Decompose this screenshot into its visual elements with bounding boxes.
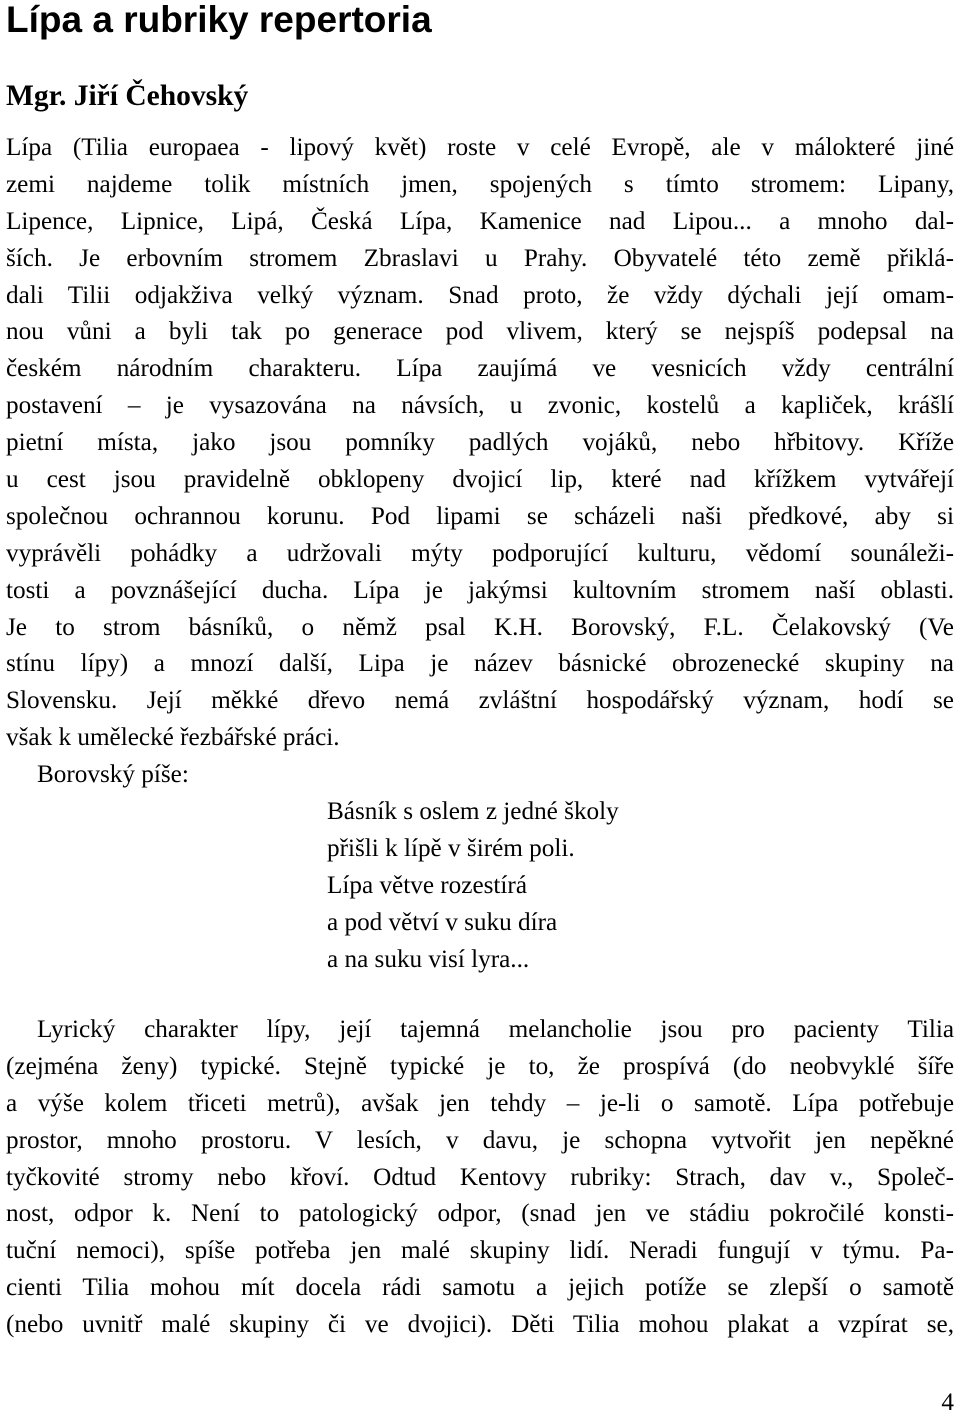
paragraph-line: u cest jsou pravidelně obklopeny dvojicí lip, které nad křížkem vytvářejí	[6, 466, 954, 494]
paragraph-line: Je to strom básníků, o němž psal K.H. Borovský, F.L. Čelakovský (Ve	[6, 613, 954, 641]
poem-verse: přišli k lípě v širém poli.	[327, 835, 575, 862]
paragraph-line: postavení – je vysazována na návsích, u zvonic, kostelů a kapliček, krášlí	[6, 392, 954, 420]
poem	[327, 793, 619, 978]
paragraph-line: českém národním charakteru. Lípa zaujímá ve vesnicích vždy centrální	[6, 355, 954, 383]
paragraph-line: pietní místa, jako jsou pomníky padlých vojáků, nebo hřbitovy. Kříže	[6, 429, 954, 457]
paragraph-line: dali Tilii odjakživa velký význam. Snad proto, že vždy dýchali její omam-	[6, 281, 954, 309]
paragraph-line: tyčkovité stromy nebo křoví. Odtud Kentovy rubriky: Strach, dav v., Společ-	[6, 1163, 954, 1191]
paragraph-line: však k umělecké řezbářské práci.	[6, 724, 340, 752]
intro-paragraph	[6, 130, 954, 757]
paragraph-line: vyprávěli pohádky a udržovali mýty podporující kulturu, vědomí sounáleži-	[6, 539, 954, 567]
paragraph-line: a výše kolem třiceti metrů), avšak jen tehdy – je-li o samotě. Lípa potřebuje	[6, 1089, 954, 1117]
page-number: 4	[941, 1389, 954, 1416]
author-name: Mgr. Jiří Čehovský	[6, 80, 249, 112]
paragraph-line: Lyrický charakter lípy, její tajemná melancholie jsou pro pacienty Tilia	[37, 1016, 954, 1043]
paragraph-line: společnou ochrannou korunu. Pod lipami se scházeli naši předkové, aby si	[6, 502, 954, 530]
paragraph-line: cienti Tilia mohou mít docela rádi samotu a jejich potíže se zlepší o samotě	[6, 1274, 954, 1302]
paragraph-line: Slovensku. Její měkké dřevo nemá zvláštní hospodářský význam, hodí se	[6, 687, 954, 715]
poem-verse: a na suku visí lyra...	[327, 946, 530, 973]
poem-verse: Lípa větve rozestírá	[327, 872, 527, 899]
paragraph-line: nou vůni a byli tak po generace pod vlivem, který se nejspíš podepsal na	[6, 318, 954, 346]
poem-verse: Básník s oslem z jedné školy	[327, 798, 619, 825]
poem-verse: a pod větví v suku díra	[327, 909, 558, 936]
paragraph-line: stínu lípy) a mnozí další, Lipa je název básnické obrozenecké skupiny na	[6, 650, 954, 678]
paragraph-line: tuční nemoci), spíše potřeba jen malé skupiny lidí. Neradi fungují v týmu. Pa-	[6, 1237, 954, 1265]
paragraph-line: Lípa (Tilia europaea - lipový květ) roste v celé Evropě, ale v málokteré jiné	[6, 134, 954, 161]
paragraph-line: ších. Je erbovním stromem Zbraslavi u Prahy. Obyvatelé této země přiklá-	[6, 244, 954, 272]
paragraph-line: (zejména ženy) typické. Stejně typické je to, že prospívá (do neobvyklé šíře	[6, 1052, 954, 1080]
paragraph-line: prostor, mnoho prostoru. V lesích, v davu, je schopna vytvořit jen nepěkné	[6, 1126, 954, 1154]
paragraph-line: tosti a povznášející ducha. Lípa je jakýmsi kultovním stromem naší oblasti.	[6, 576, 954, 604]
paragraph-line: (nebo uvnitř malé skupiny či ve dvojici). Děti Tilia mohou plakat a vzpírat se,	[6, 1311, 954, 1339]
paragraph-line: zemi najdeme tolik místních jmen, spojených s tímto stromem: Lipany,	[6, 170, 954, 198]
paragraph-line: Lipence, Lipnice, Lipá, Česká Lípa, Kamenice nad Lipou... a mnoho dal-	[6, 207, 954, 235]
document-title: Lípa a rubriky repertoria	[6, 0, 432, 40]
poem-intro: Borovský píše:	[37, 761, 189, 788]
body-paragraph	[6, 1012, 954, 1344]
paragraph-line: nost, odpor k. Není to patologický odpor, (snad jen ve stádiu pokročilé konsti-	[6, 1200, 954, 1228]
